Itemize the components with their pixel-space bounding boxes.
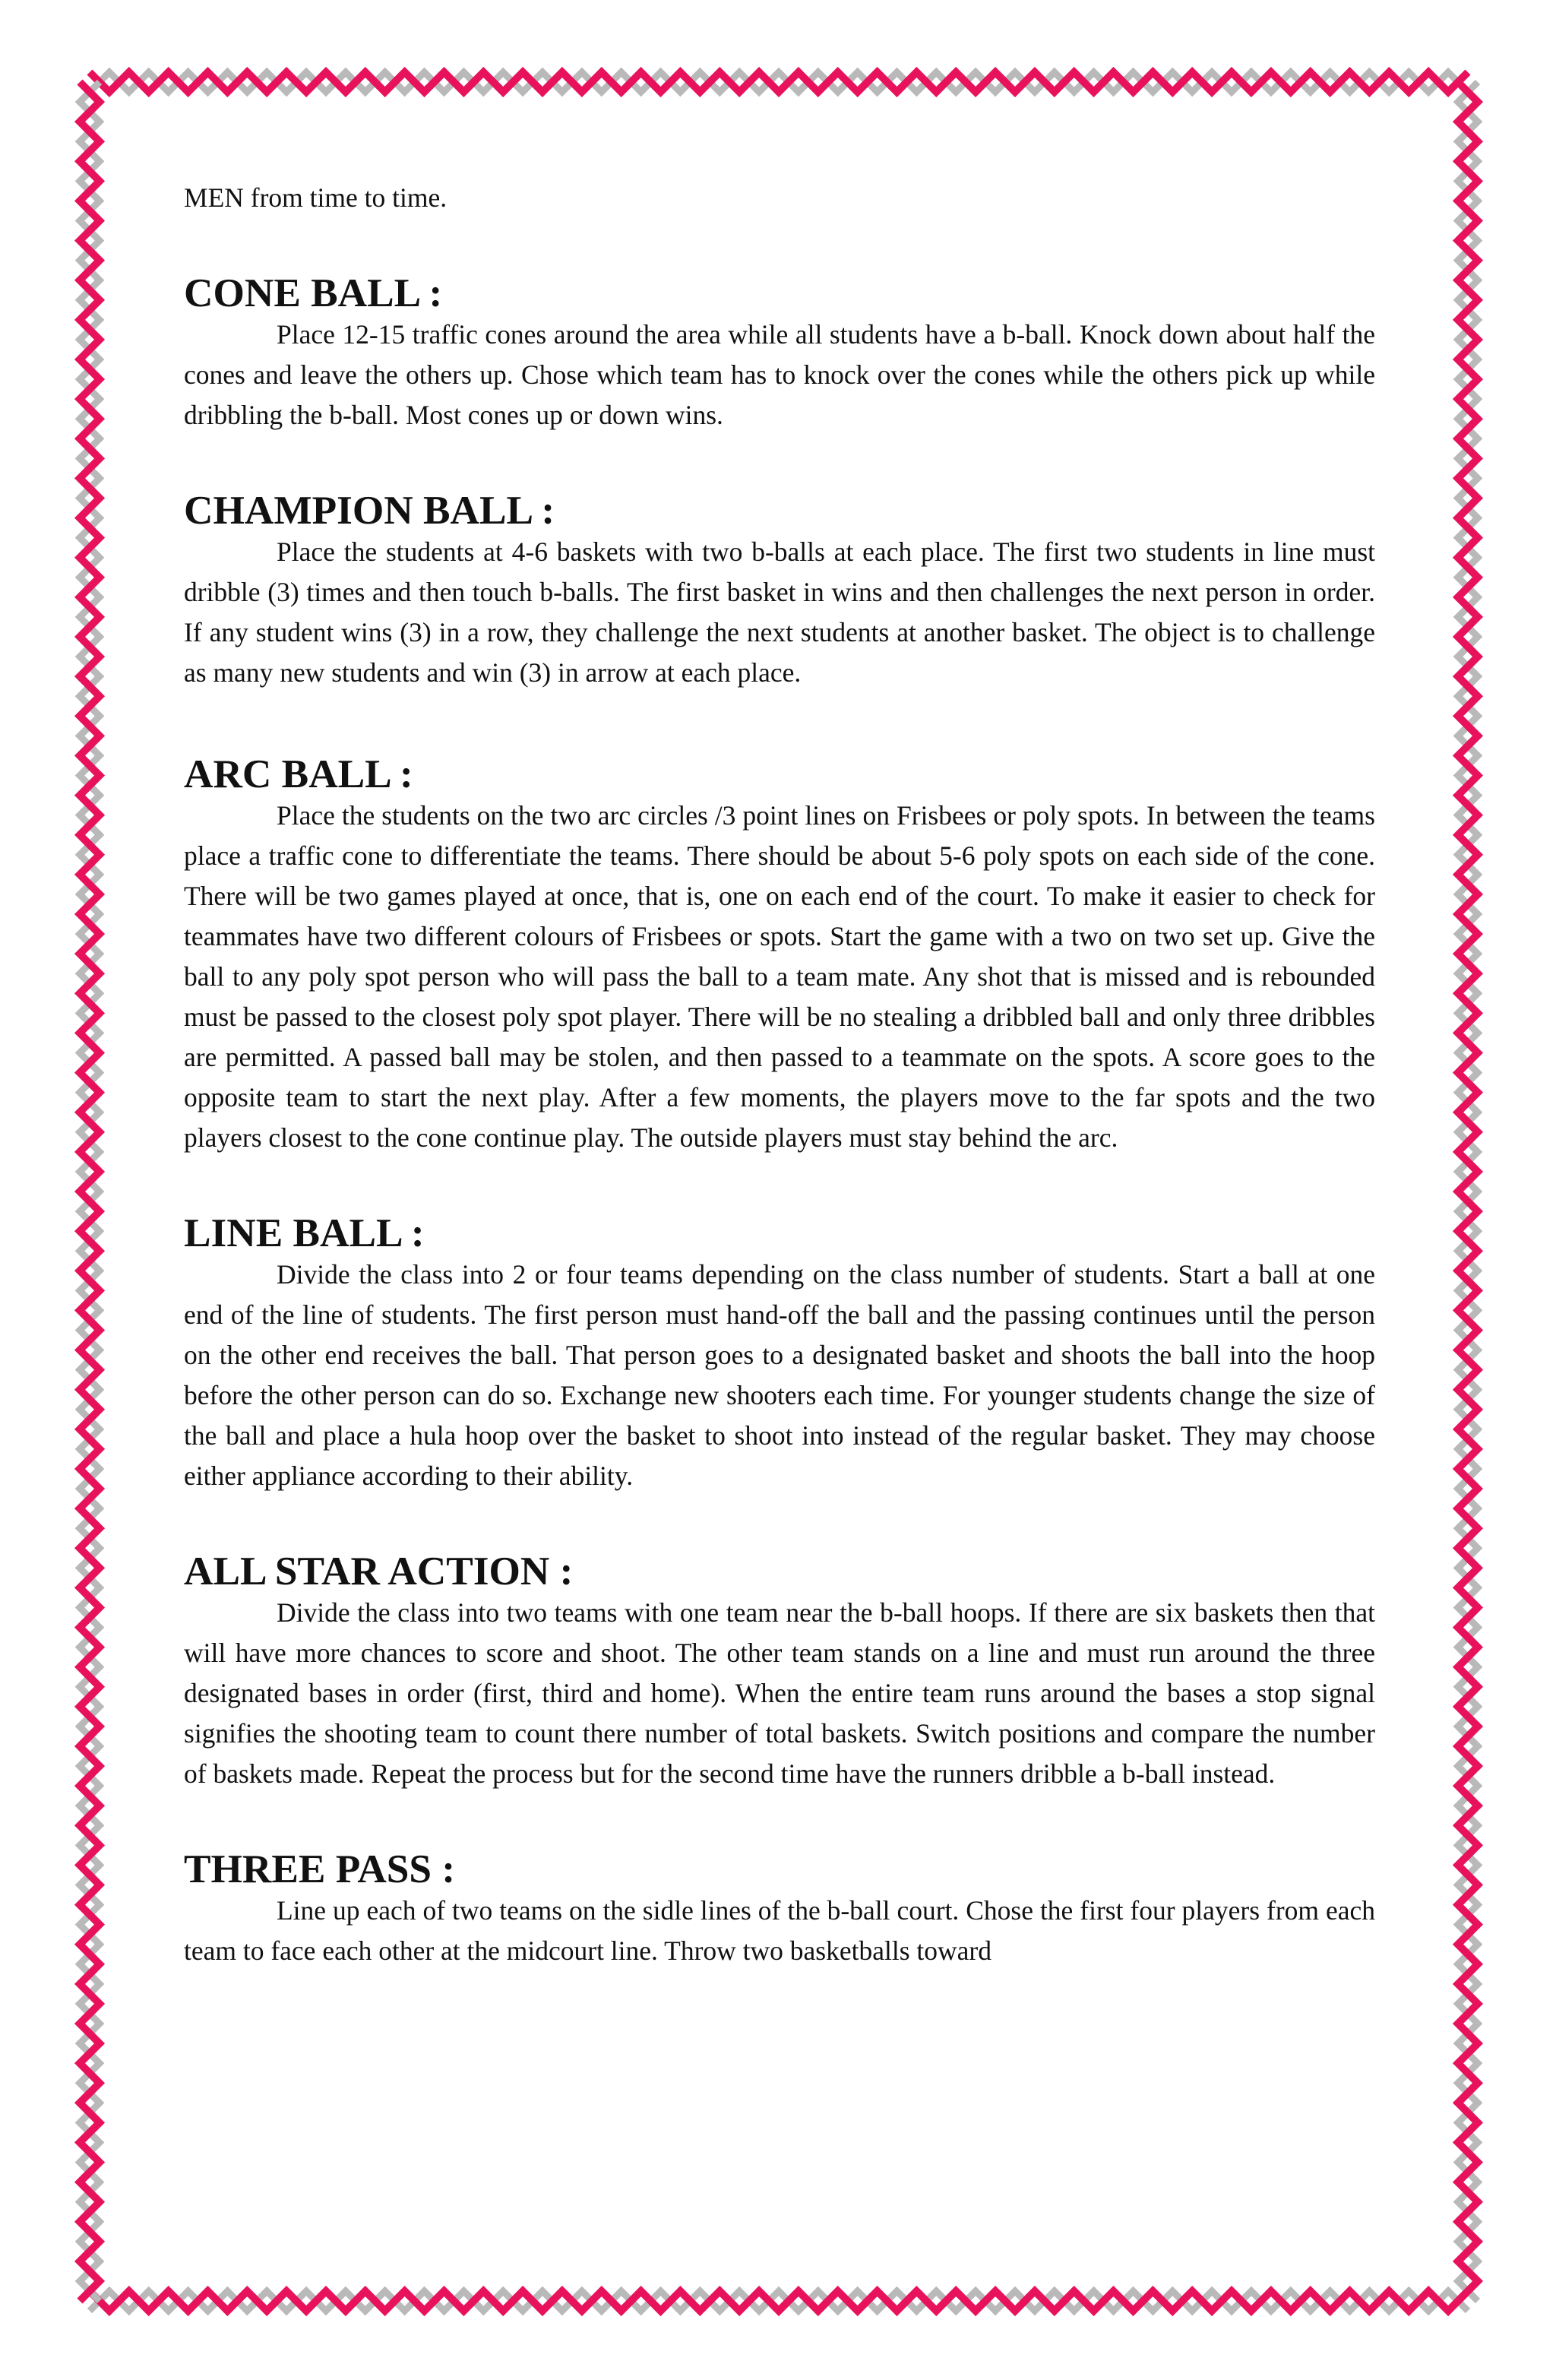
- section-arc-ball: [184, 754, 1375, 1158]
- section-paragraph: Place 12-15 traffic cones around the area while all students have a b-ball. Knock down about half the cones and leave the others up. Chose which team has to knock over the cones while the others pick up while dribbling the b-ball. Most cones up or down wins.: [184, 319, 1375, 430]
- section-paragraph: Place the students at 4-6 baskets with two b-balls at each place. The first two students in line must dribble (3) times and then touch b-balls. The first basket in wins and then challenges the next person in order. If any student wins (3) in a row, they challenge the next students at another basket. The object is to challenge as many new students and win (3) in arrow at each place.: [184, 536, 1375, 688]
- section-cone-ball: [184, 273, 1375, 435]
- section-heading: ARC BALL :: [184, 752, 413, 796]
- section-all-star-action: [184, 1551, 1375, 1794]
- section-heading: CHAMPION BALL :: [184, 488, 555, 533]
- section-three-pass: [184, 1849, 1375, 1971]
- section-paragraph: Place the students on the two arc circles /3 point lines on Frisbees or poly spots. In between the teams place a traffic cone to differentiate the teams. There should be about 5-6 poly spots on each side of the cone. There will be two games played at once, that is, one on each end of the court. To make it easier to check for teammates have two different colours of Frisbees or spots. Start the game with a two on two set up. Give the ball to any poly spot person who will pass the ball to a team mate. Any shot that is missed and is rebounded must be passed to the closest poly spot player. There will be no stealing a dribbled ball and only three dribbles are permitted. A passed ball may be stolen, and then passed to a teammate on the spots. A score goes to the opposite team to start the next play. After a few moments, the players move to the far spots and the two players closest to the cone continue play. The outside players must stay behind the arc.: [184, 800, 1375, 1153]
- continuation-text: MEN from time to time.: [184, 182, 448, 213]
- section-paragraph: Line up each of two teams on the sidle lines of the b-ball court. Chose the first four players from each team to face each other at the midcourt line. Throw two basketballs toward: [184, 1895, 1375, 1966]
- section-heading: CONE BALL :: [184, 271, 443, 315]
- section-heading: ALL STAR ACTION :: [184, 1549, 574, 1594]
- section-paragraph: Divide the class into two teams with one team near the b-ball hoops. If there are six baskets then that will have more chances to score and shoot. The other team stands on a line and must run around the three designated bases in order (first, third and home). When the entire team runs around the bases a stop signal signifies the shooting team to count there number of total baskets. Switch positions and compare the number of baskets made. Repeat the process but for the second time have the runners dribble a b-ball instead.: [184, 1597, 1375, 1789]
- section-line-ball: [184, 1213, 1375, 1496]
- section-heading: THREE PASS :: [184, 1847, 456, 1891]
- section-heading: LINE BALL :: [184, 1211, 425, 1255]
- section-paragraph: Divide the class into 2 or four teams depending on the class number of students. Start a ball at one end of the line of students. The first person must hand-off the ball and the passing continues until the person on the other end receives the ball. That person goes to a designated basket and shoots the ball into the hoop before the other person can do so. Exchange new shooters each time. For younger students change the size of the ball and place a hula hoop over the basket to shoot into instead of the regular basket. They may choose either appliance according to their ability.: [184, 1259, 1375, 1491]
- section-champion-ball: [184, 490, 1375, 693]
- document-page: [184, 178, 1375, 1971]
